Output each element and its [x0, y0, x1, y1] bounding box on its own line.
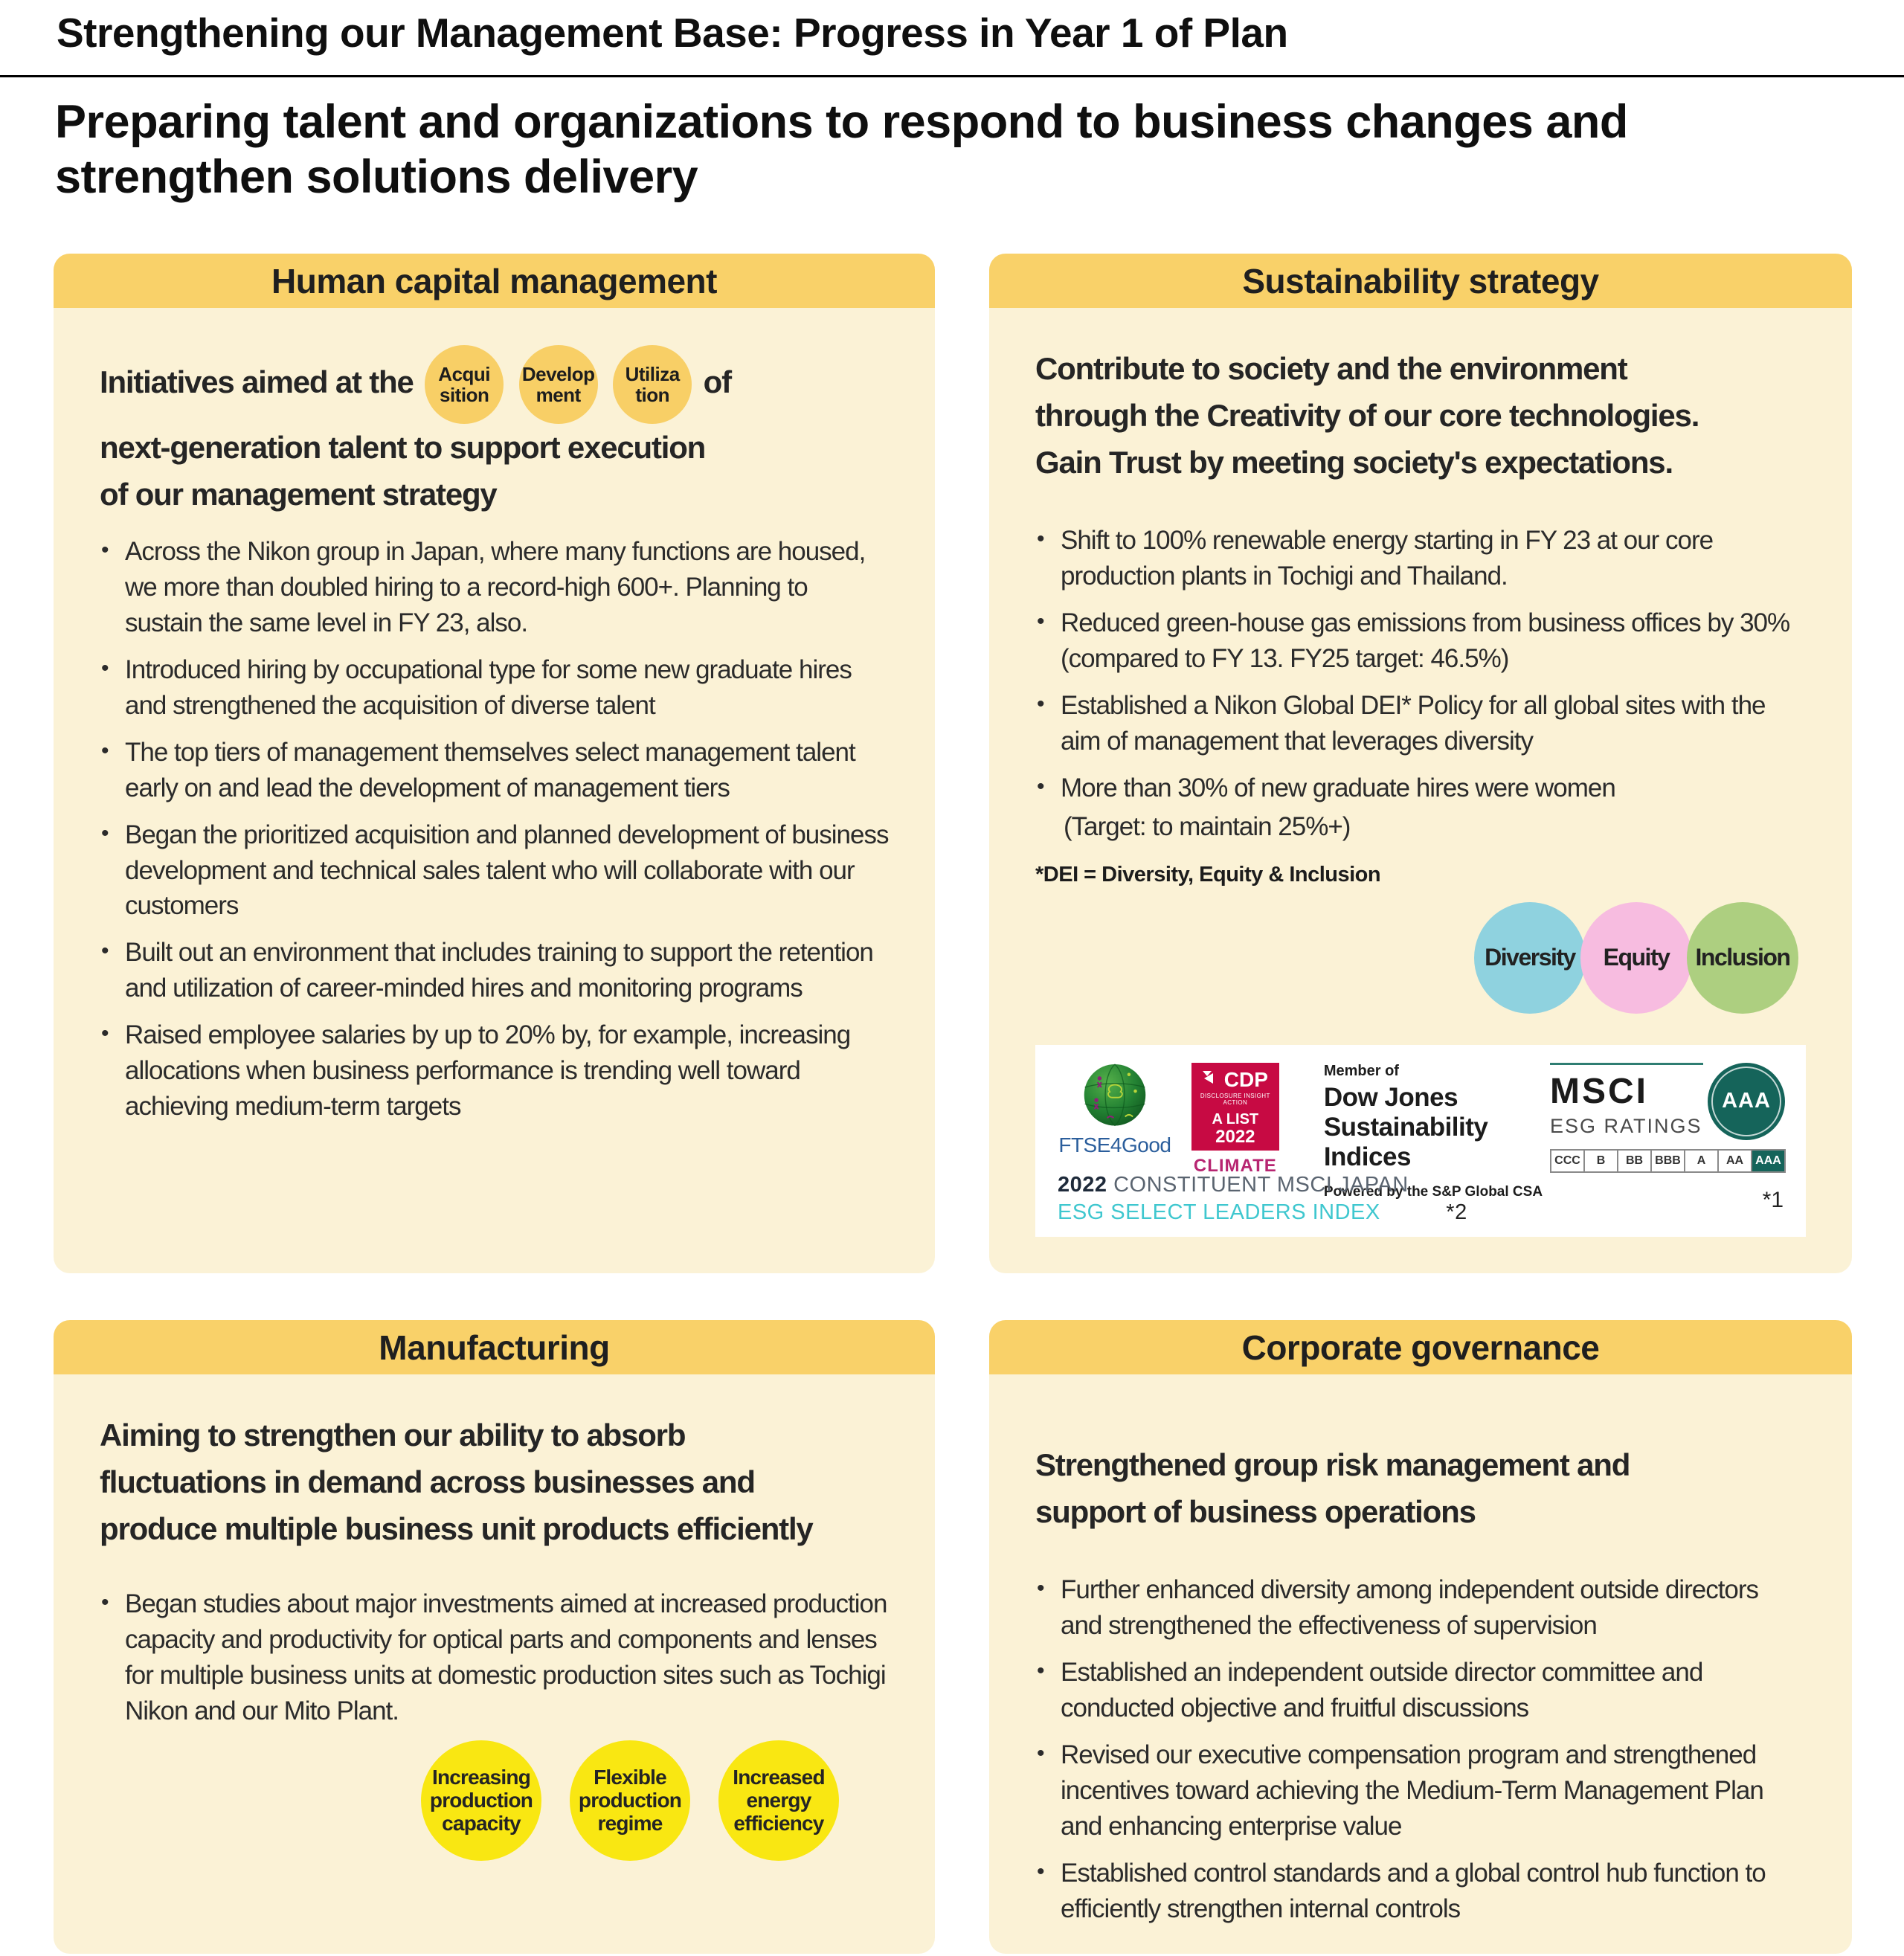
panel-corporate-governance-header: [989, 1320, 1852, 1374]
dow-jones-logo: Member of Dow Jones Sustainability Indices Powered by the S&P Global CSA: [1324, 1063, 1550, 1201]
panel-title: Sustainability strategy: [1242, 261, 1599, 300]
panel-title: Human capital management: [271, 261, 717, 300]
cdp-arrows-icon: [1203, 1069, 1222, 1091]
list-item: • Shift to 100% renewable energy starting in FY 23 at our core production plants in Tochigi and Thailand.: [1035, 523, 1806, 594]
panel-corporate-governance-body: [989, 1374, 1852, 1954]
msci-rating-scale: CCC B BB BBB A AA AAA: [1550, 1149, 1786, 1173]
bullet-list: [100, 1586, 889, 1729]
headline-text: Gain Trust by meeting society's expectations.: [1035, 445, 1673, 480]
headline-text: Initiatives aimed at the: [100, 364, 414, 400]
panel-sustainability-header: [989, 254, 1852, 308]
cdp-tagline: DISCLOSURE INSIGHT ACTION: [1200, 1092, 1270, 1106]
list-item: • Across the Nikon group in Japan, where many functions are housed, we more than doubled hiring to a record-high 600+. Planning to sustain the same level in FY 23, also.: [100, 534, 889, 641]
msci-footnote: *1: [1762, 1187, 1784, 1212]
panel-headline: [100, 345, 889, 518]
headline-text: next-generation talent to support execution: [100, 430, 706, 465]
dei-circles: [1035, 902, 1806, 1014]
list-item: • Began studies about major investments aimed at increased production capacity and productivity for optical parts and components and lenses for multiple business units at domestic production sites such as Tochigi Nikon and our Mito Plant.: [100, 1586, 889, 1729]
headline-text: Strengthened group risk management and: [1035, 1447, 1630, 1482]
headline-text: produce multiple business unit products efficiently: [100, 1511, 813, 1546]
cdp-alist-text: A LIST: [1212, 1110, 1259, 1127]
ftse4good-label: FTSE4Good: [1058, 1133, 1171, 1156]
headline-text: fluctuations in demand across businesses and: [100, 1464, 755, 1499]
panel-headline: [1035, 1441, 1806, 1535]
msci-constituent-label: 2022 CONSTITUENT MSCI JAPAN ESG SELECT LEADERS INDEX *2: [1058, 1172, 1467, 1224]
headline-text: support of business operations: [1035, 1494, 1476, 1529]
headline-text: Aiming to strengthen our ability to absorb: [100, 1418, 686, 1452]
ftse4good-globe-icon: [1083, 1120, 1147, 1133]
diversity-circle: Diversity: [1474, 902, 1586, 1014]
headline-text: Contribute to society and the environment: [1035, 351, 1627, 386]
msci-rule: [1550, 1063, 1703, 1065]
panel-title: Manufacturing: [379, 1328, 610, 1367]
flexible-production-regime-circle: Flexible production regime: [570, 1740, 690, 1861]
panel-headline: [100, 1412, 889, 1552]
dow-jones-name: Dow Jones Sustainability Indices: [1323, 1082, 1488, 1171]
panel-human-capital-body: [54, 308, 935, 1273]
list-item: • Raised employee salaries by up to 20% by, for example, increasing allocations when business performance is trending well toward achieving medium-term targets: [100, 1017, 889, 1125]
msci-aaa-badge-icon: AAA: [1708, 1063, 1785, 1140]
equity-circle: Equity: [1580, 902, 1692, 1014]
panel-human-capital: [54, 254, 935, 1273]
list-item: • Began the prioritized acquisition and planned development of business development and technical sales talent who will collaborate with our customers: [100, 817, 889, 924]
title-divider: [0, 75, 1904, 77]
list-item: • Revised our executive compensation program and strengthened incentives toward achieving the Medium-Term Management Plan and enhancing enterprise value: [1035, 1737, 1806, 1844]
cdp-year: 2022: [1215, 1126, 1255, 1147]
cdp-category: CLIMATE: [1193, 1155, 1277, 1176]
panel-sustainability-body: [989, 308, 1852, 1273]
list-item: • Introduced hiring by occupational type for some new graduate hires and strengthened the acquisition of diverse talent: [100, 652, 889, 724]
manufacturing-goal-circles: [421, 1740, 889, 1861]
panel-title: Corporate governance: [1241, 1328, 1600, 1367]
panel-manufacturing-body: [54, 1374, 935, 1954]
list-item: • The top tiers of management themselves select management talent early on and lead the development of management tiers: [100, 735, 889, 806]
ftse4good-logo: [1056, 1063, 1174, 1157]
increased-energy-efficiency-circle: Increased energy efficiency: [718, 1740, 839, 1861]
panel-headline: [1035, 345, 1806, 486]
panel-manufacturing: [54, 1320, 935, 1954]
msci-esg-logo: MSCI ESG RATINGS AAA CCC B BB BBB A AA AAA *1: [1550, 1063, 1785, 1189]
headline-text: of: [703, 364, 731, 400]
list-item: • Established control standards and a global control hub function to efficiently strengthen internal controls: [1035, 1856, 1806, 1927]
esg-certifications-box: [1035, 1045, 1806, 1237]
bullet-list: [1035, 523, 1806, 845]
panel-human-capital-header: [54, 254, 935, 308]
list-item: • Established an independent outside director committee and conducted objective and fruitful discussions: [1035, 1655, 1806, 1726]
list-item: • Established a Nikon Global DEI* Policy for all global sites with the aim of management that leverages diversity: [1035, 688, 1806, 759]
page-title: Strengthening our Management Base: Progress in Year 1 of Plan: [57, 10, 1288, 56]
panel-sustainability: [989, 254, 1852, 1273]
list-item: • Reduced green-house gas emissions from business offices by 30% (compared to FY 13. FY25 target: 46.5%): [1035, 605, 1806, 677]
list-item: • Built out an environment that includes training to support the retention and utilization of career-minded hires and monitoring programs: [100, 935, 889, 1006]
panel-corporate-governance: [989, 1320, 1852, 1954]
utilization-badge: Utiliza tion: [613, 345, 692, 424]
bullet-list: [1035, 1572, 1806, 1926]
increasing-production-capacity-circle: Increasing production capacity: [421, 1740, 541, 1861]
list-item: • Further enhanced diversity among independent outside directors and strengthened the effectiveness of supervision: [1035, 1572, 1806, 1644]
cdp-alist-logo: [1191, 1063, 1279, 1177]
list-item: • More than 30% of new graduate hires were women (Target: to maintain 25%+): [1035, 771, 1806, 845]
headline-text: of our management strategy: [100, 477, 497, 512]
dei-footnote: *DEI = Diversity, Equity & Inclusion: [1035, 862, 1381, 887]
panel-manufacturing-header: [54, 1320, 935, 1374]
acquisition-badge: Acqui sition: [425, 345, 504, 424]
cdp-badge: CDP DISCLOSURE INSIGHT ACTION A LIST 2022: [1191, 1063, 1279, 1151]
development-badge: Develop ment: [519, 345, 598, 424]
headline-text: through the Creativity of our core technologies.: [1035, 398, 1699, 433]
bullet-list: [100, 534, 889, 1125]
page-subtitle: Preparing talent and organizations to respond to business changes and strengthen solutions delivery: [55, 96, 1628, 203]
inclusion-circle: Inclusion: [1687, 902, 1798, 1014]
